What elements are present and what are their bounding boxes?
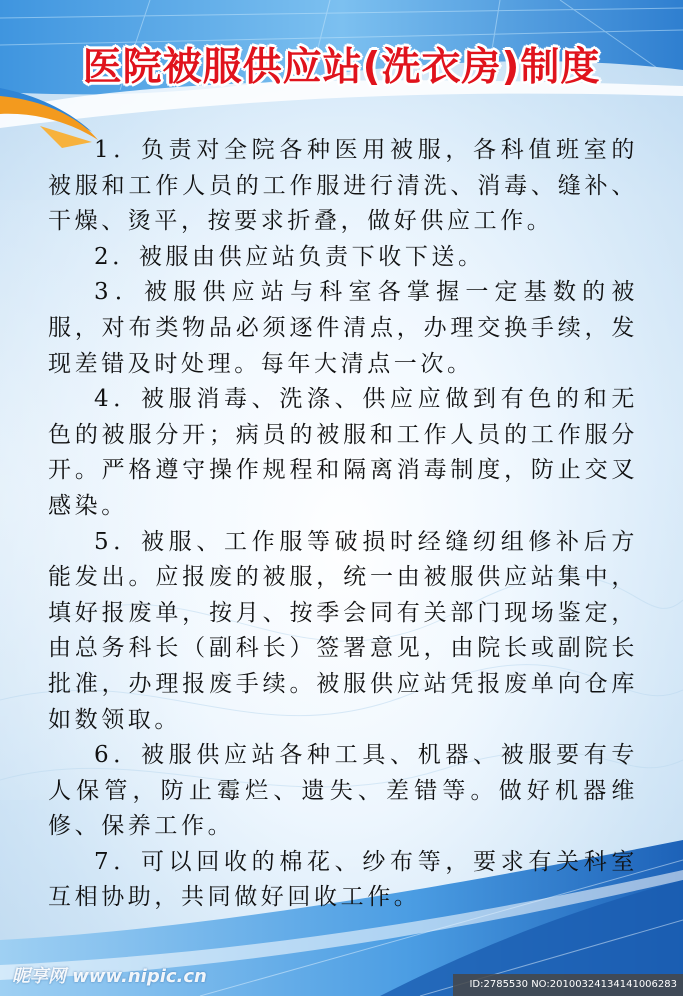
regulation-body — [48, 133, 638, 916]
rule-paragraph-7: 7．可以回收的棉花、纱布等，要求有关科室互相协助，共同做好回收工作。 — [48, 848, 638, 911]
rule-paragraph-6: 6．被服供应站各种工具、机器、被服要有专人保管，防止霉烂、遗失、差错等。做好机器维修、保养工作。 — [48, 742, 638, 840]
rule-paragraph-1: 1．负责对全院各种医用被服，各科值班室的被服和工作人员的工作服进行清洗、消毒、缝补、干燥、烫平，按要求折叠，做好供应工作。 — [48, 137, 638, 235]
rule-paragraph-3: 3．被服供应站与科室各掌握一定基数的被服，对布类物品必须逐件清点，办理交换手续，发现差错及时处理。每年大清点一次。 — [48, 279, 638, 377]
site-watermark: 昵享网 www.nipic.cn — [12, 966, 207, 987]
image-id-bar: ID:2785530 NO:20100324134141006283 — [453, 974, 683, 996]
rule-paragraph-2: 2．被服由供应站负责下收下送。 — [94, 243, 485, 270]
rule-paragraph-4: 4．被服消毒、洗涤、供应应做到有色的和无色的被服分开；病员的被服和工作人员的工作服分开。严格遵守操作规程和隔离消毒制度，防止交叉感染。 — [48, 386, 638, 519]
page-title: 医院被服供应站(洗衣房)制度 — [82, 45, 601, 90]
rule-paragraph-5: 5．被服、工作服等破损时经缝纫组修补后方能发出。应报废的被服，统一由被服供应站集中，填好报废单，按月、按季会同有关部门现场鉴定，由总务科长（副科长）签署意见，由院长或副院长批准，办理报废手续。被服供应站凭报废单向仓库如数领取。 — [48, 528, 638, 733]
